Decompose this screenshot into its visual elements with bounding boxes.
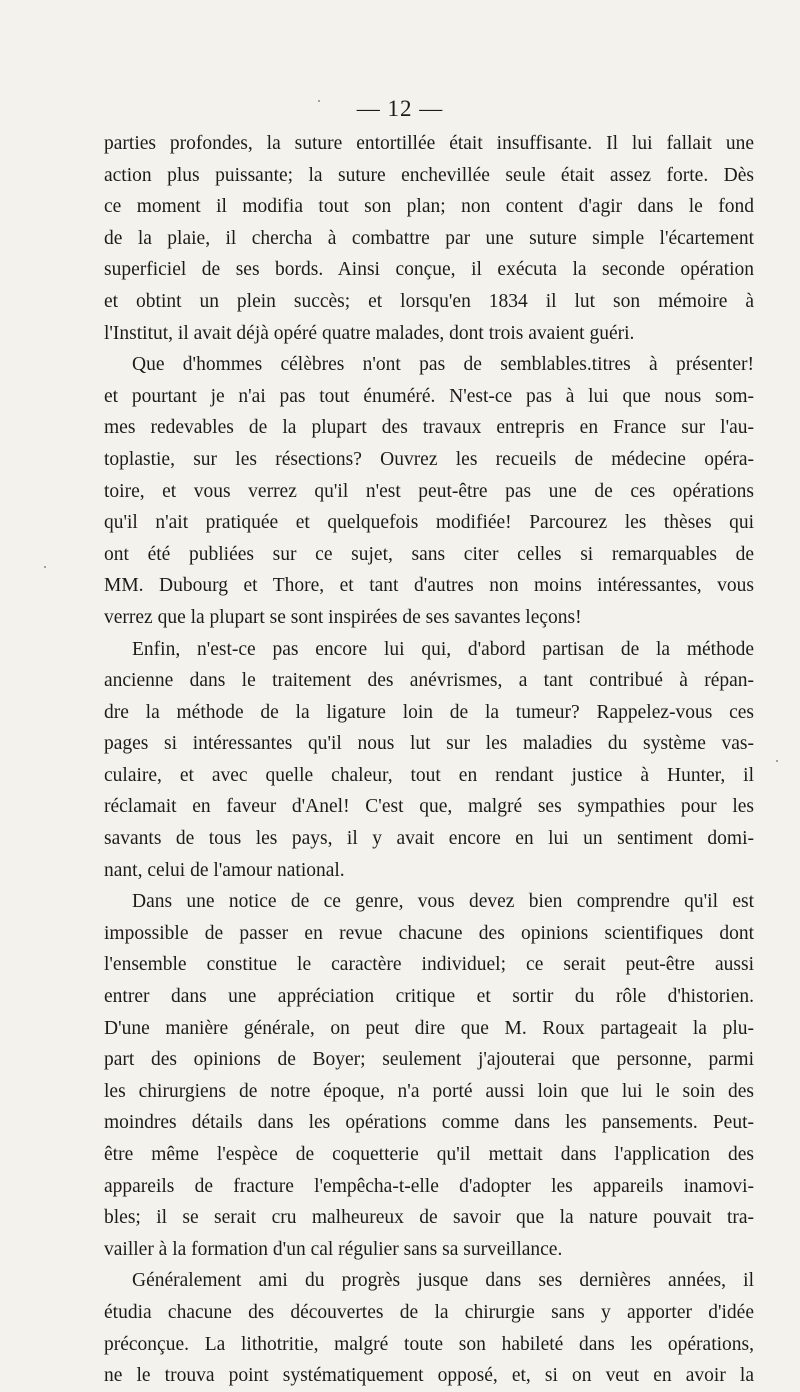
- text-line: ont été publiées sur ce sujet, sans citer celles si remarquables de: [104, 543, 754, 565]
- text-line: de la plaie, il chercha à combattre par une suture simple l'écartement: [104, 227, 754, 249]
- text-line: verrez que la plupart se sont inspirées de ses savantes leçons!: [104, 606, 582, 628]
- text-line: Dans une notice de ce genre, vous devez bien comprendre qu'il est: [132, 891, 754, 913]
- text-line: bles; il se serait cru malheureux de savoir que la nature pouvait tra-: [104, 1207, 754, 1229]
- text-line: étudia chacune des découvertes de la chirurgie sans y apporter d'idée: [104, 1301, 754, 1323]
- text-line: vailler à la formation d'un cal régulier sans sa surveillance.: [104, 1238, 563, 1260]
- text-line: nant, celui de l'amour national.: [104, 859, 345, 881]
- text-line: part des opinions de Boyer; seulement j'ajouterai que personne, parmi: [104, 1049, 754, 1071]
- text-line: l'Institut, il avait déjà opéré quatre malades, dont trois avaient guéri.: [104, 322, 635, 344]
- text-line: Que d'hommes célèbres n'ont pas de semblables.titres à présenter!: [132, 354, 754, 376]
- text-line: savants de tous les pays, il y avait encore en lui un sentiment domi-: [104, 828, 754, 850]
- text-line: moindres détails dans les opérations comme dans les pansements. Peut-: [104, 1112, 754, 1134]
- text-line: l'ensemble constitue le caractère individuel; ce serait peut-être aussi: [104, 954, 754, 976]
- text-line: et obtint un plein succès; et lorsqu'en 1834 il lut son mémoire à: [104, 290, 754, 312]
- text-line: MM. Dubourg et Thore, et tant d'autres non moins intéressantes, vous: [104, 575, 754, 597]
- text-line: Généralement ami du progrès jusque dans ses dernières années, il: [132, 1270, 754, 1292]
- text-line: D'une manière générale, on peut dire que M. Roux partageait la plu-: [104, 1017, 754, 1039]
- text-line: action plus puissante; la suture enchevillée seule était assez forte. Dès: [104, 164, 754, 186]
- text-line: culaire, et avec quelle chaleur, tout en rendant justice à Hunter, il: [104, 764, 754, 786]
- text-line: pages si intéressantes qu'il nous lut sur les maladies du système vas-: [104, 733, 754, 755]
- text-line: superficiel de ses bords. Ainsi conçue, il exécuta la seconde opération: [104, 259, 754, 281]
- text-line: toire, et vous verrez qu'il n'est peut-être pas une de ces opérations: [104, 480, 754, 502]
- text-line: appareils de fracture l'empêcha-t-elle d'adopter les appareils inamovi-: [104, 1175, 754, 1197]
- text-line: être même l'espèce de coquetterie qu'il mettait dans l'application des: [104, 1144, 754, 1165]
- text-line: qu'il n'ait pratiquée et quelquefois modifiée! Parcourez les thèses qui: [104, 512, 754, 534]
- page-number: — 12 —: [356, 96, 444, 121]
- text-line: parties profondes, la suture entortillée était insuffisante. Il lui fallait une: [104, 133, 754, 154]
- text-line: toplastie, sur les résections? Ouvrez les recueils de médecine opéra-: [104, 448, 754, 470]
- text-line: impossible de passer en revue chacune des opinions scientifiques dont: [104, 922, 754, 944]
- text-line: entrer dans une appréciation critique et sortir du rôle d'historien.: [104, 986, 754, 1008]
- paper-speck: [776, 760, 778, 762]
- text-line: ancienne dans le traitement des anévrismes, a tant contribué à répan-: [104, 670, 754, 692]
- text-line: les chirurgiens de notre époque, n'a porté aussi loin que lui le soin des: [104, 1080, 754, 1102]
- text-line: dre la méthode de la ligature loin de la tumeur? Rappelez-vous ces: [104, 701, 754, 723]
- text-line: réclamait en faveur d'Anel! C'est que, malgré ses sympathies pour les: [104, 796, 754, 818]
- text-line: mes redevables de la plupart des travaux entrepris en France sur l'au-: [104, 417, 754, 439]
- body-text: [104, 128, 754, 1392]
- text-line: ne le trouva point systématiquement opposé, et, si on veut en avoir la: [104, 1365, 754, 1387]
- paper-speck: [44, 566, 46, 568]
- text-line: et pourtant je n'ai pas tout énuméré. N'est-ce pas à lui que nous som-: [104, 385, 754, 407]
- text-line: ce moment il modifia tout son plan; non content d'agir dans le fond: [104, 196, 754, 218]
- paper-speck: [318, 100, 320, 102]
- text-line: Enfin, n'est-ce pas encore lui qui, d'abord partisan de la méthode: [132, 638, 754, 660]
- text-line: préconçue. La lithotritie, malgré toute son habileté dans les opérations,: [104, 1333, 754, 1355]
